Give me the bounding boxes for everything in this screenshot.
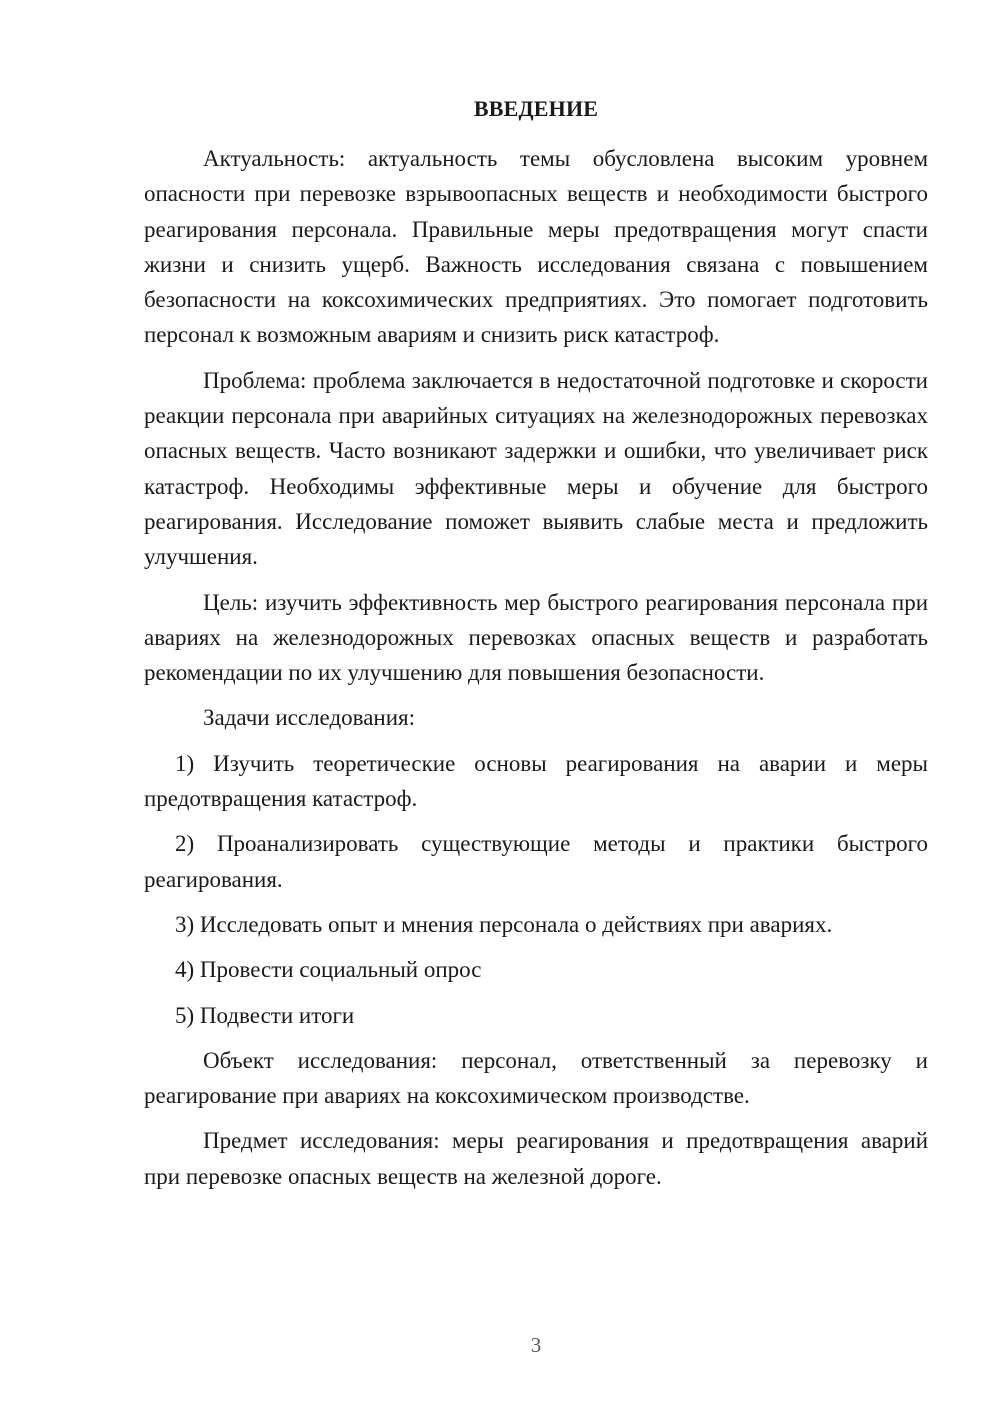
task-item-2: 2) Проанализировать существующие методы и практики быстрого реагирования. — [144, 831, 928, 892]
paragraph-relevance: Актуальность: актуальность темы обусловлена высоким уровнем опасности при перевозке взрывоопасных веществ и необходимости быстрого реагирования персонала. Правильные меры предотвращения могут спасти жизни и снизить ущерб. Важность исследования связана с повышением безопасности на коксохимических предприятиях. Это помогает подготовить персонал к возможным авариям и снизить риск катастроф. — [144, 146, 928, 348]
body-text — [144, 141, 928, 1204]
page-number: 3 — [530, 1333, 542, 1357]
task-item-4: 4) Провести социальный опрос — [175, 957, 482, 983]
paragraph-problem: Проблема: проблема заключается в недостаточной подготовке и скорости реакции персонала при аварийных ситуациях на железнодорожных перевозках опасных веществ. Часто возникают задержки и ошибки, что увеличивает риск катастроф. Необходимы эффективные меры и обучение для быстрого реагирования. Исследование поможет выявить слабые места и предложить улучшения. — [144, 367, 928, 570]
task-item-1: 1) Изучить теоретические основы реагирования на аварии и меры предотвращения катастроф. — [144, 750, 928, 812]
tasks-heading: Задачи исследования: — [203, 705, 416, 731]
page-heading: ВВЕДЕНИЕ — [473, 96, 599, 121]
paragraph-subject: Предмет исследования: меры реагирования и предотвращения аварий при перевозке опасных веществ на железной дороге. — [144, 1128, 928, 1189]
paragraph-object: Объект исследования: персонал, ответственный за перевозку и реагирование при авариях на коксохимическом производстве. — [144, 1047, 928, 1109]
task-item-5: 5) Подвести итоги — [175, 1002, 355, 1028]
task-item-3: 3) Исследовать опыт и мнения персонала о действиях при авариях. — [175, 911, 833, 937]
paragraph-goal: Цель: изучить эффективность мер быстрого реагирования персонала при авариях на железнодорожных перевозках опасных веществ и разработать рекомендации по их улучшению для повышения безопасности. — [144, 589, 928, 686]
